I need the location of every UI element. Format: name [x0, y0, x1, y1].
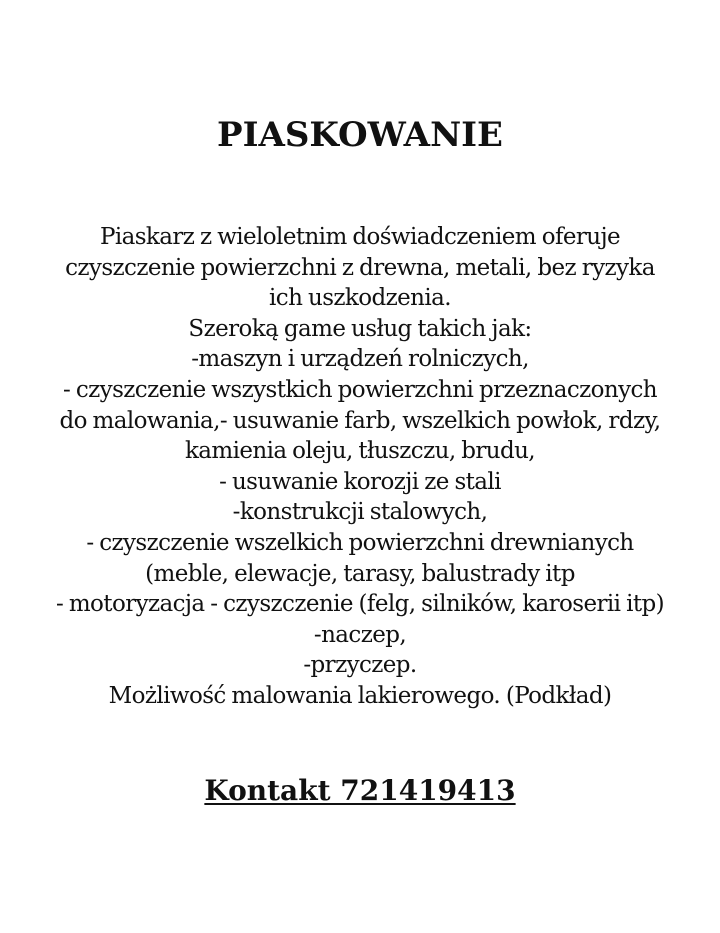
services-intro-line: Szeroką game usług takich jak: — [188, 315, 532, 342]
service-item: -konstrukcji stalowych, — [232, 499, 488, 526]
service-description — [0, 222, 720, 712]
service-item: -naczep, — [313, 621, 407, 648]
service-item: do malowania,- usuwanie farb, wszelkich powłok, rdzy, — [59, 407, 661, 434]
contact-phone: Kontakt 721419413 — [204, 774, 516, 807]
contact-block — [0, 771, 720, 811]
service-item: - czyszczenie wszelkich powierzchni drewnianych — [86, 529, 634, 556]
service-item: kamienia oleju, tłuszczu, brudu, — [184, 438, 536, 465]
service-item: - motoryzacja - czyszczenie (felg, silników, karoserii itp) — [55, 591, 665, 618]
page-title: PIASKOWANIE — [217, 115, 503, 155]
service-item: (meble, elewacje, tarasy, balustrady itp — [145, 560, 575, 587]
service-item: -maszyn i urządzeń rolniczych, — [191, 346, 529, 373]
service-item: -przyczep. — [303, 652, 417, 679]
service-item: - usuwanie korozji ze stali — [219, 468, 501, 495]
painting-note: Możliwość malowania lakierowego. (Podkład) — [108, 682, 612, 709]
description-line: Piaskarz z wieloletnim doświadczeniem oferuje — [99, 224, 621, 250]
description-line: czyszczenie powierzchni z drewna, metali, bez ryzyka — [65, 254, 655, 281]
service-item: - czyszczenie wszystkich powierzchni przeznaczonych — [63, 376, 657, 403]
description-line: ich uszkodzenia. — [269, 285, 451, 312]
